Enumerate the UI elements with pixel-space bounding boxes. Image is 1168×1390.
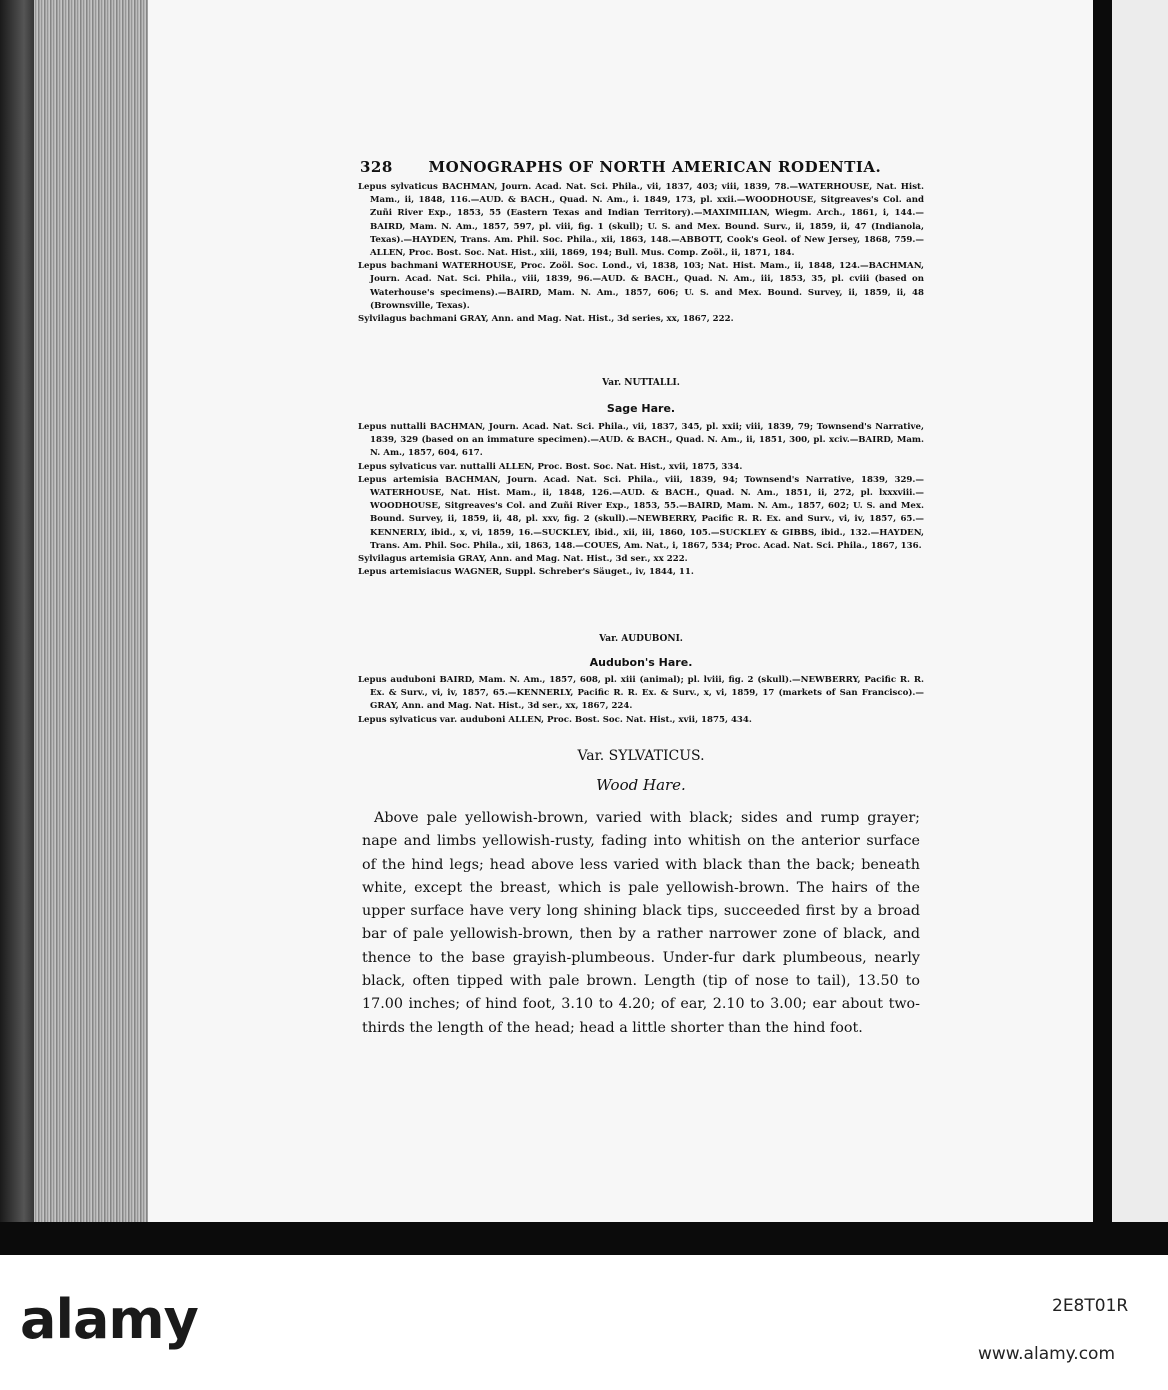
species-description: Above pale yellowish-brown, varied with black; sides and rump grayer; nape and limbs yellowish-rusty, fading into whitish on the anterior surface of the hind legs; head above less varied with black than the back; beneath white, except the breast, which is pale yellowish-brown. The hairs of the upper surface have very long shining black tips, succeeded first by a broad bar of pale yellowish-brown, then by a rather narrower zone of black, and thence to the base grayish-plumbeous. Under-fur dark plumbeous, nearly black, often tipped with pale brown. Length (tip of nose to tail), 13.50 to 17.00 inches; of hind foot, 3.10 to 4.20; of ear, 2.10 to 3.00; ear about two-thirds the length of the head; head a little shorter than the hind foot. [362,810,920,1036]
synonymy-block-nuttalli [358,421,924,579]
image-id-label: 2E8T01R [1052,1296,1129,1316]
synonymy-entry: Sylvilagus bachmani GRAY, Ann. and Mag. Nat. Hist., 3d series, xx, 1867, 222. [358,314,734,325]
synonymy-entry: Lepus artemisiacus WAGNER, Suppl. Schreber's Säuget., iv, 1844, 11. [358,567,694,578]
synonymy-entry: Lepus sylvaticus var. nuttalli ALLEN, Proc. Bost. Soc. Nat. Hist., xvii, 1875, 334. [358,461,743,472]
page-header [360,158,920,176]
synonymy-entry: Lepus sylvaticus var. auduboni ALLEN, Proc. Bost. Soc. Nat. Hist., xvii, 1875, 434. [358,714,752,725]
facing-page-edge [1112,0,1168,1225]
common-name-sage-hare: Sage Hare. [606,402,676,415]
synonymy-entry: Lepus auduboni BAIRD, Mam. N. Am., 1857, 608, pl. xiii (animal); pl. lviii, fig. 2 (skull).—NEWBERRY, Pacific R. R. Ex. & Surv., vi, iv, 1857, 65.—KENNERLY, Pacific R. R. Ex. & Surv., x, vi, 1859, 17 (markets of San Francisco).—GRAY, Ann. and Mag. Nat. Hist., 3d ser., xx, 1867, 224. [358,675,924,712]
variety-label-auduboni: Var. AUDUBONI. [599,634,683,644]
common-name-wood-hare: Wood Hare. [596,776,686,794]
common-name-audubons-hare: Audubon's Hare. [589,656,693,669]
book-page-edges [34,0,149,1225]
synonymy-entry: Sylvilagus artemisia GRAY, Ann. and Mag. Nat. Hist., 3d ser., xx 222. [358,554,688,565]
page-number: 328 [360,158,393,176]
synonymy-block-auduboni [358,674,924,727]
variety-label-nuttalli: Var. NUTTALLI. [602,378,680,388]
synonymy-entry: Lepus artemisia BACHMAN, Journ. Acad. Nat. Sci. Phila., viii, 1839, 94; Townsend's Narrative, 1839, 329.—WATERHOUSE, Nat. Hist. Mam., ii, 1848, 126.—AUD. & BACH., Quad. N. Am., 1851, ii, 272, pl. lxxxviii.—WOODHOUSE, Sitgreaves's Col. and Zuñi River Exp., 1853, 55.—BAIRD, Mam. N. Am., 1857, 602; U. S. and Mex. Bound. Survey, ii, 1859, ii, 48, pl. xxv, fig. 2 (skull).—NEWBERRY, Pacific R. R. Ex. and Surv., vi, iv, 1857, 65.—KENNERLY, ibid., x, vi, 1859, 16.—SUCKLEY, ibid., xii, iii, 1860, 105.—SUCKLEY & GIBBS, ibid., 132.—HAYDEN, Trans. Am. Phil. Soc. Phila., xii, 1863, 148.—COUES, Am. Nat., i, 1867, 534; Proc. Acad. Nat. Sci. Phila., 1867, 136. [358,474,924,551]
alamy-logo: alamy [20,1288,198,1351]
running-title: MONOGRAPHS OF NORTH AMERICAN RODENTIA. [428,158,882,176]
synonymy-entry: Lepus bachmani WATERHOUSE, Proc. Zoöl. Soc. Lond., vi, 1838, 103; Nat. Hist. Mam., ii, 1848, 124.—BACHMAN, Journ. Acad. Nat. Sci. Phila., viii, 1839, 96.—AUD. & BACH., Quad. N. Am., iii, 1853, 35, pl. cviii (based on Waterhouse's specimens).—BAIRD, Mam. N. Am., 1857, 606; U. S. and Mex. Bound. Survey, ii, 1859, ii, 48 (Brownsville, Texas). [358,261,924,311]
synonymy-block-sylvaticus [358,181,924,326]
synonymy-entry: Lepus sylvaticus BACHMAN, Journ. Acad. Nat. Sci. Phila., vii, 1837, 403; viii, 1839, 78.—WATERHOUSE, Nat. Hist. Mam., ii, 1848, 116.—AUD. & BACH., Quad. N. Am., i. 1849, 173, pl. xxii.—WOODHOUSE, Sitgreaves's Col. and Zuñi River Exp., 1853, 55 (Eastern Texas and Indian Territory).—MAXIMILIAN, Wiegm. Arch., 1861, i, 144.—BAIRD, Mam. N. Am., 1857, 597, pl. viii, fig. 1 (skull); U. S. and Mex. Bound. Surv., ii, 1859, ii, 47 (Indianola, Texas).—HAYDEN, Trans. Am. Phil. Soc. Phila., xii, 1863, 148.—ABBOTT, Cook's Geol. of New Jersey, 1868, 759.—ALLEN, Proc. Bost. Soc. Nat. Hist., xiii, 1869, 194; Bull. Mus. Comp. Zoöl., ii, 1871, 184. [358,182,924,259]
variety-label-sylvaticus: Var. SYLVATICUS. [577,748,705,764]
scan-bottom-edge [0,1222,1168,1255]
site-url-label: www.alamy.com [978,1344,1116,1364]
synonymy-entry: Lepus nuttalli BACHMAN, Journ. Acad. Nat. Sci. Phila., vii, 1837, 345, pl. xxii; viii, 1839, 79; Townsend's Narrative, 1839, 329 (based on an immature specimen).—AUD. & BACH., Quad. N. Am., ii, 1851, 300, pl. xciv.—BAIRD, Mam. N. Am., 1857, 604, 617. [358,422,924,459]
